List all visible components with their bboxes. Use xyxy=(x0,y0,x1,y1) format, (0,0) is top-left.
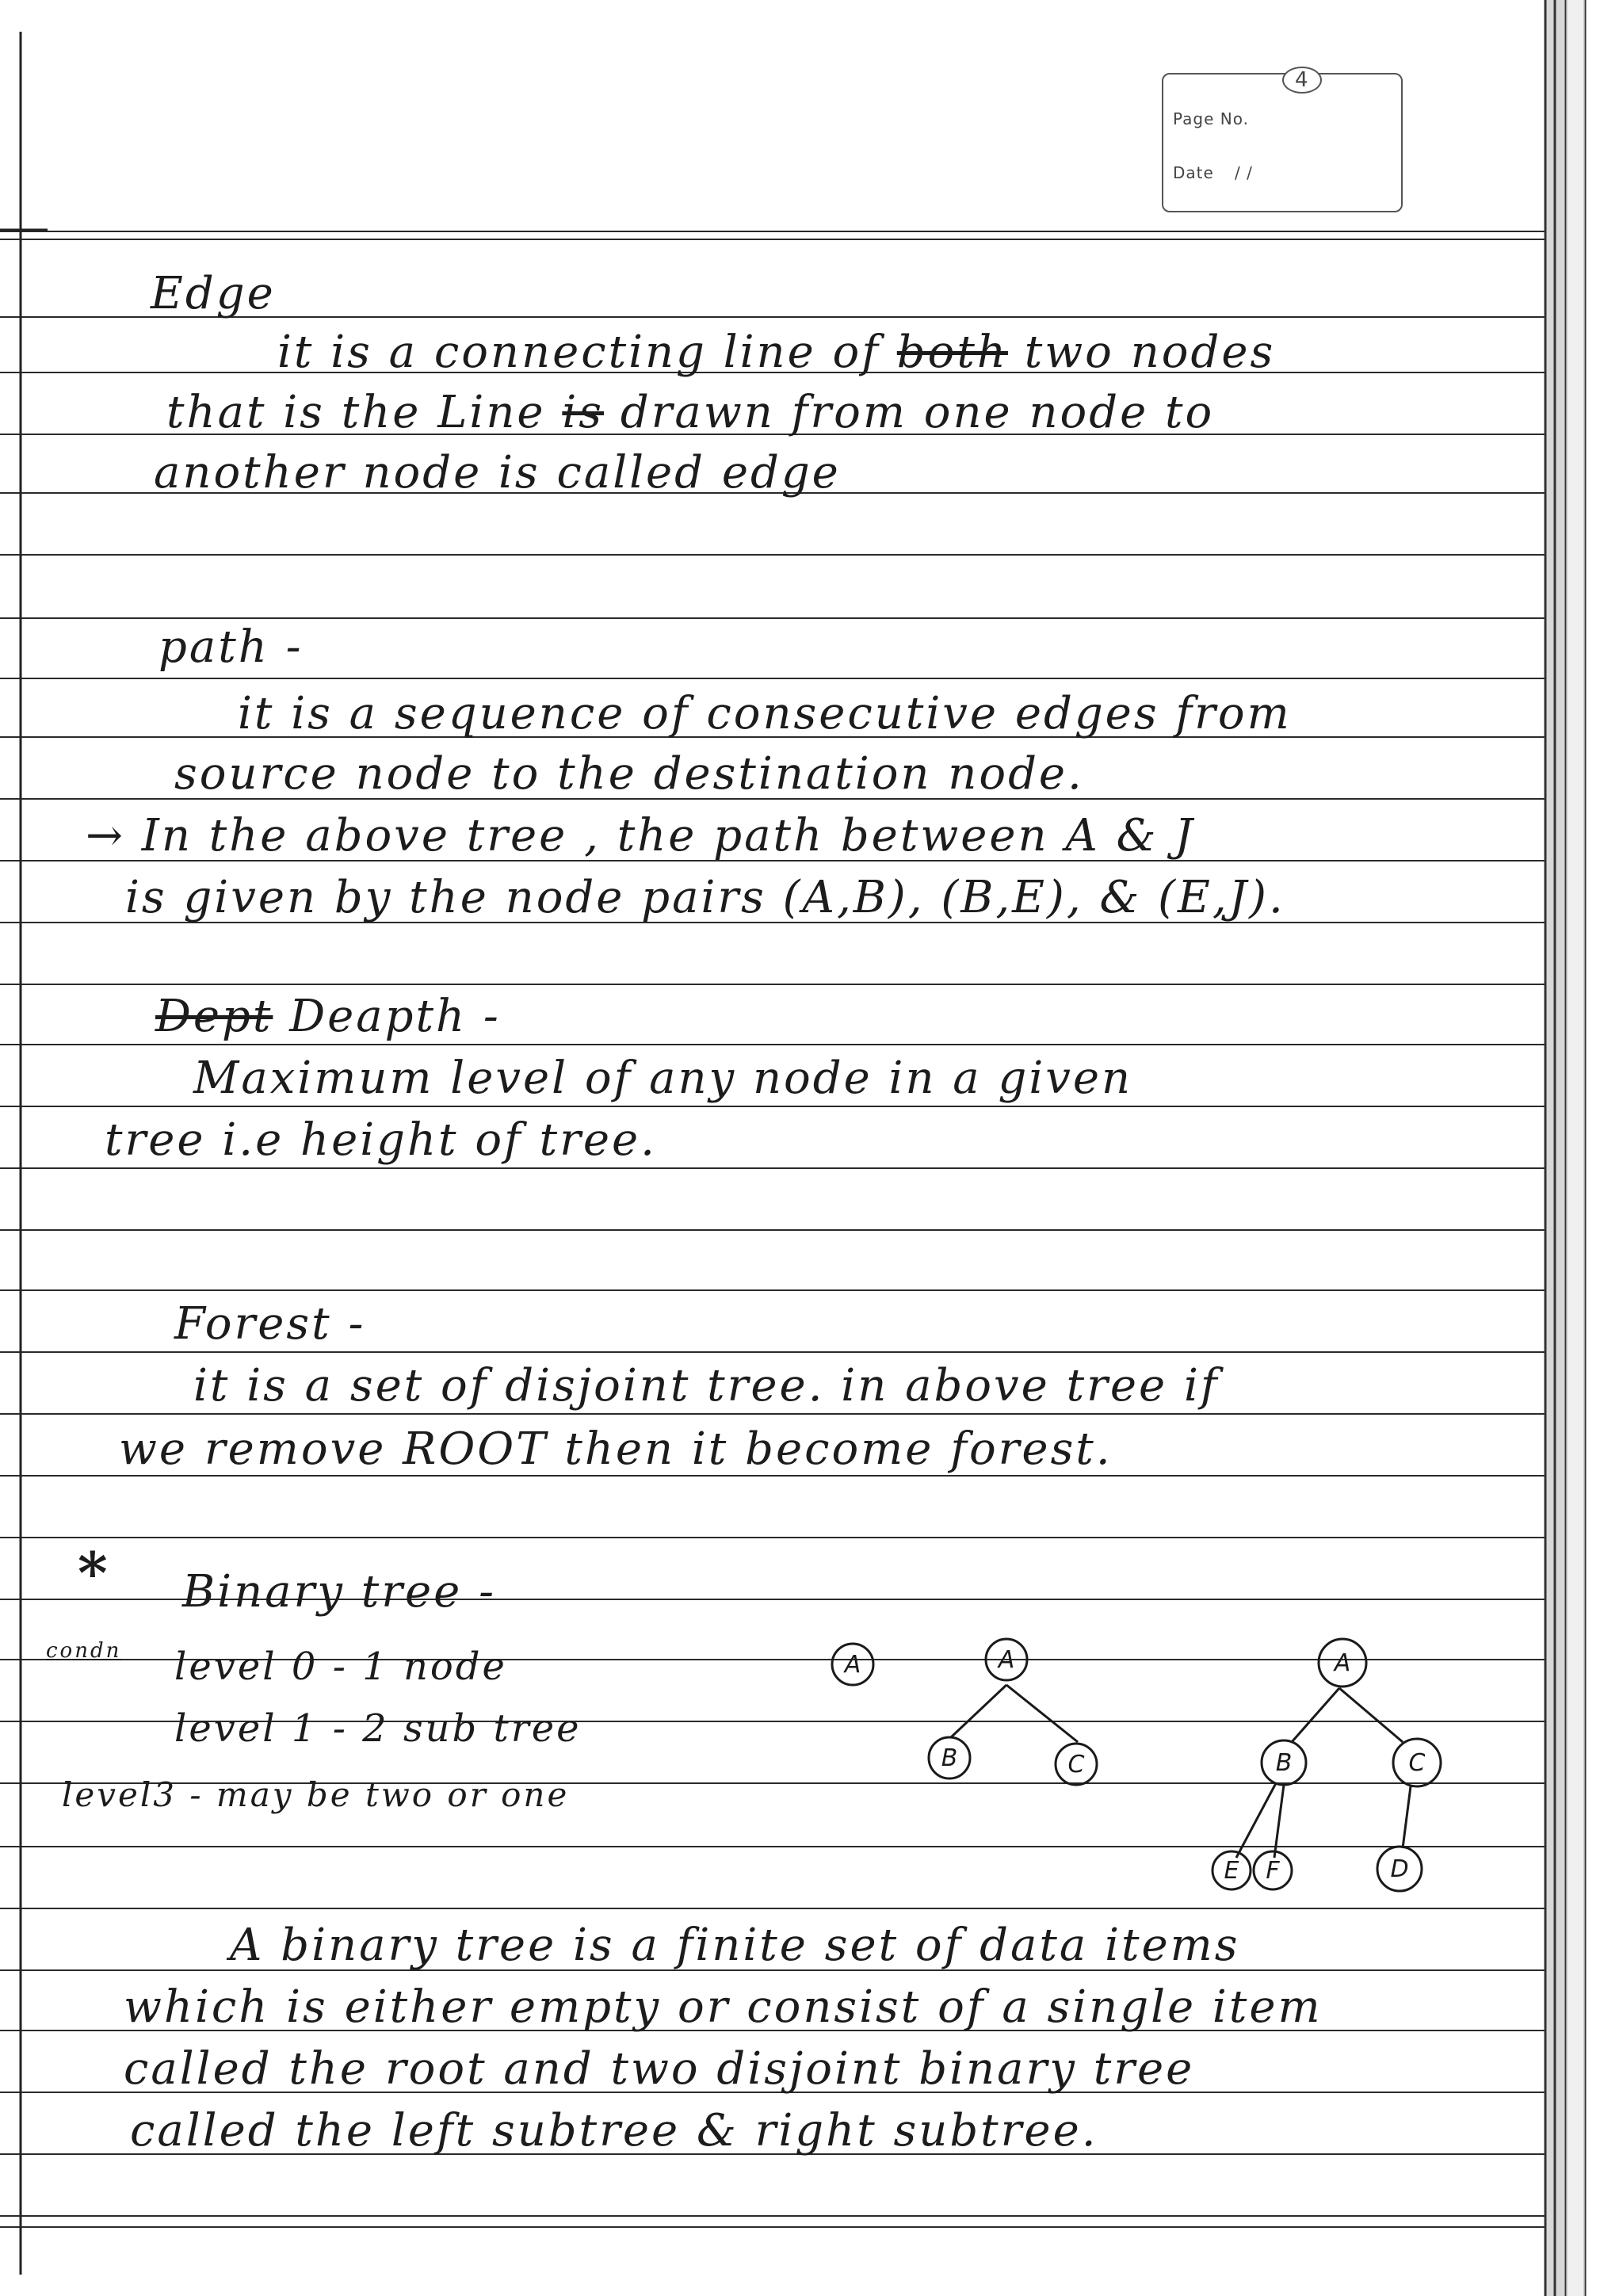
small-tree-node-b: B xyxy=(941,1744,958,1772)
path-line-2: source node to the destination node. xyxy=(174,748,1084,800)
level-3-line: level3 - may be two or one xyxy=(62,1775,570,1814)
depth-title: Deapth - xyxy=(289,991,501,1042)
path-line-1: it is a sequence of consecutive edges from xyxy=(238,688,1292,739)
path-arrow: → xyxy=(86,810,125,861)
path-line-3-text: In the above tree , the path between A & J xyxy=(141,810,1195,861)
large-tree-node-d: D xyxy=(1390,1855,1409,1883)
binary-para-line-1: A binary tree is a finite set of data items xyxy=(230,1920,1240,1971)
edge-line-3: another node is called edge xyxy=(154,447,841,499)
large-tree-node-e: E xyxy=(1224,1857,1239,1885)
small-tree-node-a: A xyxy=(998,1646,1015,1674)
large-tree-node-a: A xyxy=(1334,1649,1351,1677)
level-0-line: level 0 - 1 node xyxy=(174,1645,507,1689)
depth-title-line xyxy=(155,989,501,1045)
forest-line-2: we remove ROOT then it become forest. xyxy=(119,1423,1113,1475)
forest-line-1: it is a set of disjoint tree. in above tree if xyxy=(193,1360,1220,1412)
edge-text-2b: drawn from one node to xyxy=(620,387,1215,438)
binary-tree-diagrams xyxy=(808,1617,1537,1902)
depth-struck-title: Dept xyxy=(155,991,273,1042)
edge-text-1a: it is a connecting line of xyxy=(277,327,880,378)
binary-tree-title: Binary tree - xyxy=(182,1566,496,1618)
binary-para-line-3: called the root and two disjoint binary tree xyxy=(124,2043,1195,2095)
edge-text-1b: two nodes xyxy=(1024,327,1276,378)
depth-line-1: Maximum level of any node in a given xyxy=(193,1052,1133,1104)
page-no-label: Page No. xyxy=(1173,109,1249,128)
binary-para-line-4: called the left subtree & right subtree. xyxy=(130,2105,1098,2157)
edge-text-2a: that is the Line xyxy=(166,387,546,438)
edge-line-2 xyxy=(166,385,1214,441)
small-tree-node-c: C xyxy=(1067,1751,1085,1778)
condition-label: condn xyxy=(46,1639,122,1663)
large-tree-node-f: F xyxy=(1266,1857,1280,1885)
edge-line-1 xyxy=(277,325,1275,380)
edge-title: Edge xyxy=(151,268,276,319)
large-tree-node-c: C xyxy=(1408,1749,1426,1777)
forest-title: Forest - xyxy=(174,1298,366,1350)
level-1-line: level 1 - 2 sub tree xyxy=(174,1706,582,1751)
path-title: path - xyxy=(158,621,304,673)
page-date-box xyxy=(1162,68,1403,212)
asterisk-marker: * xyxy=(78,1539,110,1606)
binary-para-line-2: which is either empty or consist of a single item xyxy=(124,1981,1323,2033)
depth-line-2: tree i.e height of tree. xyxy=(105,1114,657,1166)
page-number: 4 xyxy=(1282,67,1322,94)
edge-struck-both: both xyxy=(896,327,1008,378)
edge-struck-is: is xyxy=(562,387,604,438)
large-tree-node-b: B xyxy=(1275,1749,1293,1777)
path-line-4: is given by the node pairs (A,B), (B,E), & (E,J). xyxy=(125,872,1285,923)
date-value: / / xyxy=(1235,163,1253,182)
single-node-a: A xyxy=(844,1651,861,1679)
date-label: Date xyxy=(1173,163,1214,182)
path-line-3 xyxy=(86,808,1195,864)
